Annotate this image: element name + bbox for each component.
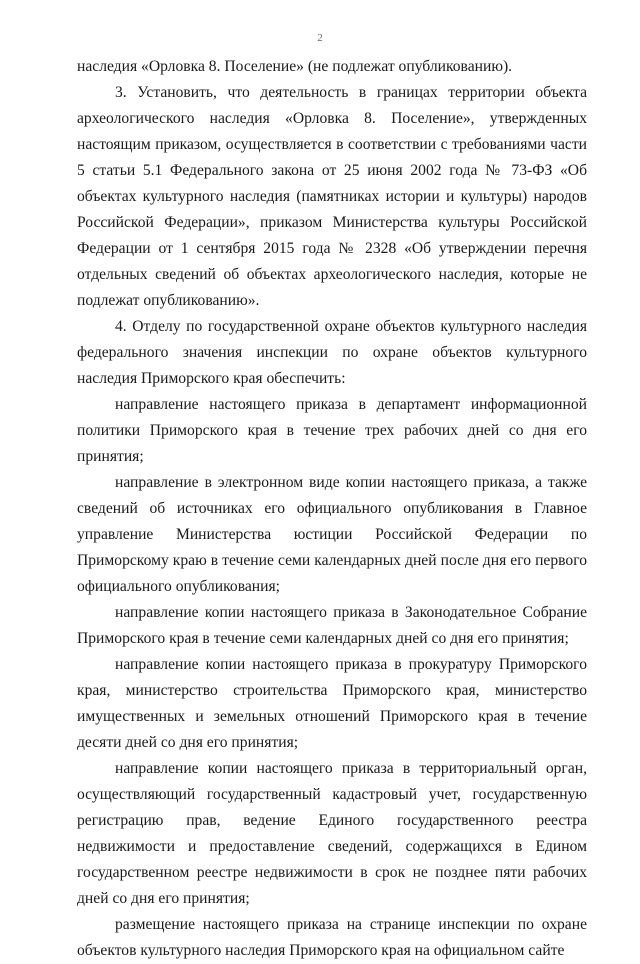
paragraph-legislative-assembly: направление копии настоящего приказа в Законодательное Собрание Приморского края в течение семи календарных дней со дня его принятия; (77, 604, 587, 647)
paragraph-dept-info-policy: направление настоящего приказа в департамент информационной политики Приморского края в течение трех рабочих дней со дня его принятия; (77, 396, 587, 465)
page-number: 2 (317, 32, 323, 44)
paragraph-ministry-justice: направление в электронном виде копии настоящего приказа, а также сведений об источниках его официального опубликования в Главное управление Министерства юстиции Российской Федерации по Приморскому краю в течение семи календарных дней после дня его первого официального опубликования; (77, 474, 587, 595)
paragraph-item-4: 4. Отделу по государственной охране объектов культурного наследия федерального значения инспекции по охране объектов культурного наследия Приморского края обеспечить: (77, 318, 587, 387)
paragraph-prosecutor: направление копии настоящего приказа в прокуратуру Приморского края, министерство строительства Приморского края, министерство имущественных и земельных отношений Приморского края в течение десяти дней со дня его принятия; (77, 656, 587, 751)
document-body (77, 54, 587, 964)
paragraph-continuation: наследия «Орловка 8. Поселение» (не подлежат опубликованию). (77, 58, 513, 75)
paragraph-item-3: 3. Установить, что деятельность в границах территории объекта археологического наследия «Орловка 8. Поселение», утвержденных настоящим приказом, осуществляется в соответствии с требованиями части 5 статьи 5.1 Федерального закона от 25 июня 2002 года № 73-ФЗ «Об объектах культурного наследия (памятниках истории и культуры) народов Российской Федерации», приказом Министерства культуры Российской Федерации от 1 сентября 2015 года № 2328 «Об утверждении перечня отдельных сведений об объектах археологического наследия, которые не подлежат опубликованию». (77, 84, 587, 309)
paragraph-cadastral-registry: направление копии настоящего приказа в территориальный орган, осуществляющий государственный кадастровый учет, государственную регистрацию прав, ведение Единого государственного реестра недвижимости и предоставление сведений, содержащихся в Едином государственном реестре недвижимости в срок не позднее пяти рабочих дней со дня его принятия; (77, 760, 587, 907)
paragraph-website-publication: размещение настоящего приказа на странице инспекции по охране объектов культурного наследия Приморского края на официальном сайте (77, 916, 587, 959)
